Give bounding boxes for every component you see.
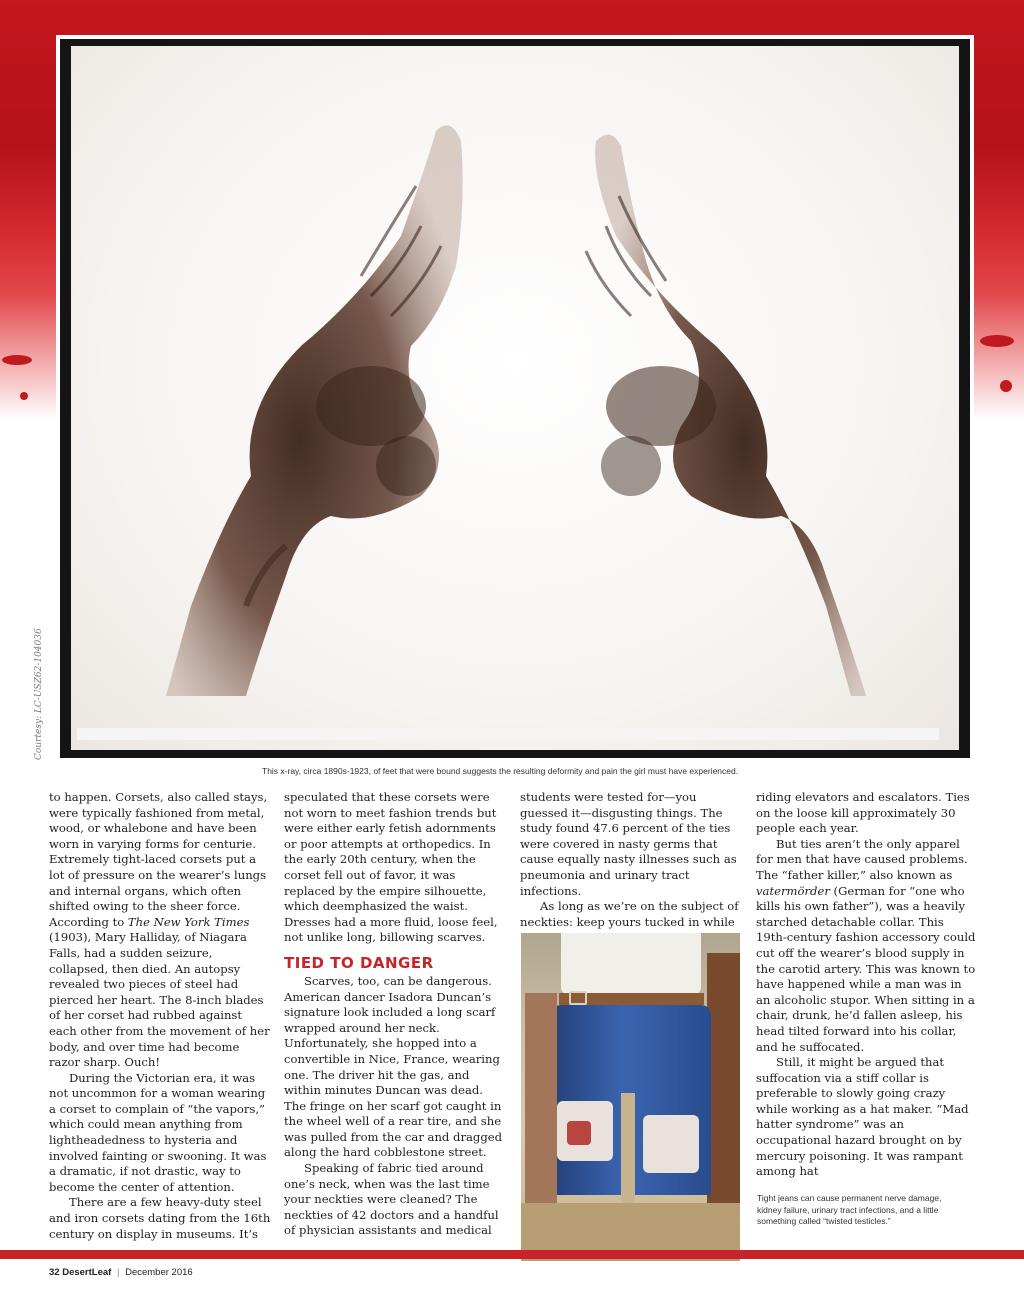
footer-separator: | xyxy=(116,1267,120,1278)
bound-feet-xray-drawing xyxy=(71,46,945,749)
xray-bound-feet-image xyxy=(71,46,959,750)
text-column-3 xyxy=(520,790,742,930)
paragraph: speculated that these corsets were not worn to meet fashion trends but were either early fetish adornments or poor attempts at orthopedics. In the early 20th century, when the corset fell out of favor, it was replaced by the empire silhouette, which deemphasized the waist. Dresses had a more fluid, loose feel, not unlike long, billowing scarves. xyxy=(284,790,498,945)
italic-term: vatermörder xyxy=(756,883,830,898)
bottom-red-rule xyxy=(0,1250,1024,1259)
xray-photo-frame xyxy=(56,35,974,762)
film-number: 104036 xyxy=(75,368,95,451)
splatter-dot xyxy=(1000,380,1012,392)
splatter-dot xyxy=(2,355,32,365)
paragraph: riding elevators and escalators. Ties on the loose kill approximately 30 people each year. xyxy=(756,790,970,836)
paragraph: As long as we’re on the subject of neckties: keep yours tucked in while xyxy=(520,899,739,929)
jeans-caption: Tight jeans can cause permanent nerve damage, kidney failure, urinary tract infections, and a little something called “twisted testicles.” xyxy=(757,1193,942,1226)
paragraph: to happen. Corsets, also called stays, were typically fashioned from metal, wood, or whalebone and have been worn in varying forms for centurie. Extremely tight-laced corsets put a lot of pressure on the wearer’s lungs and internal organs, which often shifted owing to the sheer force. According to The New York Times (1903), Mary Halliday, of Niagara Falls, had a sudden seizure, collapsed, then died. An autopsy revealed two pieces of steel had pierced her heart. The 8-inch blades of her corset had rubbed against each other from the movement of her body, and over time had become razor sharp. Ouch! xyxy=(49,790,270,1070)
paragraph: But ties aren’t the only apparel for men that have caused problems. The “father killer,” also known as vatermörder (German for “one who kills his own father”), was a heavily starched detachable collar. This 19th-century fashion accessory could cut off the wearer’s blood supply in the carotid artery. This was known to have happened while a man was in an alcoholic stupor. When sitting in a chair, drunk, he’d fallen asleep, his head tilted forward into his collar, and he suffocated. xyxy=(756,836,976,1054)
issue-date: December 2016 xyxy=(125,1267,193,1278)
tight-jeans-photo xyxy=(521,933,740,1261)
splatter-dot xyxy=(20,392,28,400)
text-column-1 xyxy=(49,790,271,1242)
text-column-2 xyxy=(284,790,506,1239)
magazine-name: DesertLeaf xyxy=(62,1267,112,1278)
splatter-dot xyxy=(980,335,1014,347)
paragraph: students were tested for—you guessed it—disgusting things. The study found 47.6 percent of the ties were covered in nasty germs that cause equally nasty illnesses such as pneumonia and urinary tract infections. xyxy=(520,790,737,898)
italic-title: The New York Times xyxy=(127,914,250,929)
page-number: 32 xyxy=(49,1267,60,1278)
text-column-4 xyxy=(756,790,978,1180)
paragraph: Still, it might be argued that suffocation via a stiff collar is preferable to slowly going crazy while working as a hat maker. “Mad hatter syndrome” was an occupational hazard brought on by mercury poisoning. It was rampant among hat xyxy=(756,1055,969,1179)
subheading: TIED TO DANGER xyxy=(284,953,434,972)
paragraph: Speaking of fabric tied around one’s neck, when was the last time your neckties were cleaned? The neckties of 42 doctors and a handful of physician assistants and medical xyxy=(284,1161,499,1238)
xray-caption: This x-ray, circa 1890s-1923, of feet that were bound suggests the resulting deformity and pain the girl must have experienced. xyxy=(262,766,739,776)
paragraph: There are a few heavy-duty steel and iron corsets dating from the 16th century on display in museums. It’s xyxy=(49,1195,271,1241)
paragraph: During the Victorian era, it was not uncommon for a woman wearing a corset to complain of “the vapors,” which could mean anything from lightheadedness to hysteria and involved fainting or swooning. It was a dramatic, if not drastic, way to become the center of attention. xyxy=(49,1070,267,1194)
xray-film xyxy=(60,39,970,758)
paragraph: Scarves, too, can be dangerous. American dancer Isadora Duncan’s signature look included a long scarf wrapped around her neck. Unfortunately, she hopped into a convertible in Nice, France, wearing one. The driver hit the gas, and within minutes Duncan was dead. The fringe on her scarf got caught in the wheel well of a rear tire, and she was pulled from the car and dragged along the hard cobblestone street. xyxy=(284,973,503,1160)
photo-credit: Courtesy: LC-USZ62-104036 xyxy=(34,628,44,760)
page-footer xyxy=(49,1267,193,1278)
